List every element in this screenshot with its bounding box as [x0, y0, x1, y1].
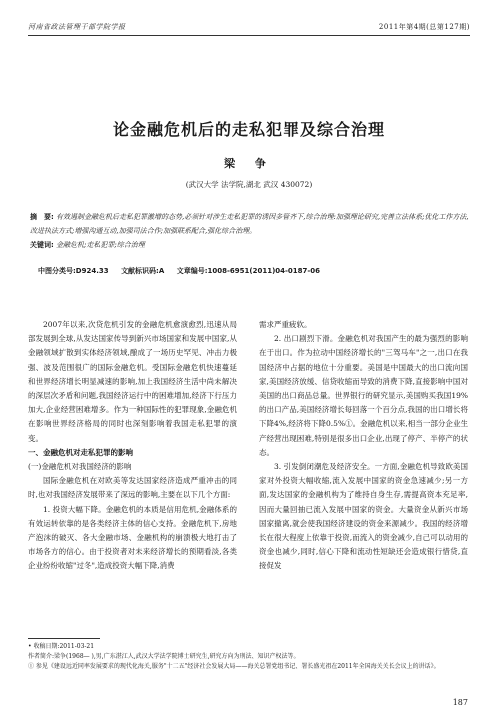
paragraph: 3. 引发倒闭潮危及经济安全。一方面,金融危机导致欧美国家对外投资大幅收缩,流入发展中国家的资金急速减少;另一方面,发达国家的金融机构为了维持自身生存,需提高资本充足率,因而大量回抽已流入发展中国家的资金。大量资金从新兴市场国家撤离,就会使我国经济建设的资金来源减少。我国的经济增长在很大程度上依靠于投资,而流入的资金减少,自己可以动用的资金也减少,同时,信心下降和流动性短缺还会造成银行惜贷,直接促发	[259, 462, 468, 571]
running-header	[28, 22, 470, 34]
keywords	[30, 238, 470, 252]
author-name: 梁 争	[224, 157, 274, 170]
footnotes	[28, 642, 470, 672]
article-number: 文章编号:1008-6951(2011)04-0187-06	[176, 267, 321, 275]
paragraph: 需求严重疲软。	[259, 320, 312, 329]
journal-name: 河南省政法管理干部学院学报	[28, 23, 126, 31]
abstract-label: 摘 要:	[30, 213, 54, 221]
paragraph: 2. 出口剧烈下滑。金融危机对我国产生的最为强烈的影响在于出口。作为拉动中国经济增长的"三驾马车"之一,出口在我国经济中占据的地位十分重要。美国是中国最大的出口流向国家,美国经济放缓、信贷收缩而导致的消费下降,直接影响中国对美国的出口商品总量。世界银行的研究显示,美国购买我国19%的出口产品,美国经济增长每回落一个百分点,我国的出口增长将下降4%,经济将下降0.5%①。金融危机以来,相当一部分企业生产经营出现困难,特别是很多出口企业,出现了停产、半停产的状态。	[259, 334, 468, 457]
article-title: 论金融危机后的走私犯罪及综合治理	[112, 120, 385, 139]
paragraph: 1. 投资大幅下降。金融危机的本质是信用危机,金融体系的有效运转依靠的是各类经济主体的信心支持。金融危机下,房地产泡沫的破灭、各大金融市场、金融机构的崩溃极大地打击了市场各方的信心。由于投资者对未来经济增长的预期看淡,各类企业纷纷收缩"过冬",造成投资大幅下降,消费	[28, 504, 237, 571]
clc-number: 中图分类号:D924.33	[38, 267, 109, 275]
header-rule	[28, 35, 470, 36]
subsection-heading: (一)金融危机对我国经济的影响	[28, 462, 132, 472]
issue-info: 2011年第4期(总第127期)	[378, 23, 470, 31]
document-code: 文献标识码:A	[121, 267, 165, 275]
author-affiliation: (武汉大学 法学院,湖北 武汉 430072)	[185, 180, 313, 189]
abstract-text: 有效遏制金融危机后走私犯罪激增的态势,必须针对涉生走私犯罪的诱因多管齐下,综合治理:加强理论研究,完善立法体系;优化工作方法,改进执法方式;增强沟通互动,加强司法合作;加强联系配合,强化综合治理。	[30, 213, 469, 235]
body-column-left	[28, 318, 237, 574]
keywords-label: 关键词:	[30, 241, 54, 249]
paragraph: 2007年以来,次贷危机引发的金融危机愈演愈烈,迅速从局部发展到全球,从发达国家传导到新兴市场国家和发展中国家,从金融领域扩散到实体经济领域,酿成了一场历史罕见、冲击力极强、波及范围很广的国际金融危机。受国际金融危机快速蔓延和世界经济增长明显减速的影响,加上我国经济生活中尚未解决的深层次矛盾和问题,我国经济运行中的困难增加,经济下行压力加大,企业经营困难增多。作为一种国际性的犯罪现象,金融危机在影响世界经济格局的同时也深刻影响着我国走私犯罪的演变。	[28, 320, 237, 443]
keywords-text: 金融危机;走私犯罪;综合治理	[56, 241, 145, 249]
paragraph: 国际金融危机在对欧美等发达国家经济造成严重冲击的同时,也对我国经济发展带来了深远的影响,主要在以下几个方面:	[28, 476, 237, 500]
footnote-1: ① 参见《建设远近同率发展要求的现代化海关,服务"十二五"经济社会发展大局——海关总署党组书记、署长盛光祖在2011年全国海关关长会议上的讲话》。	[28, 663, 440, 670]
footnote-rule	[28, 638, 100, 639]
body-column-right	[259, 318, 468, 574]
section-heading: 一、金融危机对走私犯罪的影响	[28, 447, 133, 457]
received-date: • 收稿日期:2011-03-21	[28, 643, 95, 650]
author-bio: 作者简介:梁争(1968— ),男,广东湛江人,武汉大学法学院博士研究生,研究方向为刑法、知识产权法等。	[28, 653, 300, 660]
page-number: 187	[452, 698, 468, 707]
classification-line	[38, 266, 468, 276]
abstract	[30, 210, 470, 238]
abstract-block	[30, 210, 470, 252]
